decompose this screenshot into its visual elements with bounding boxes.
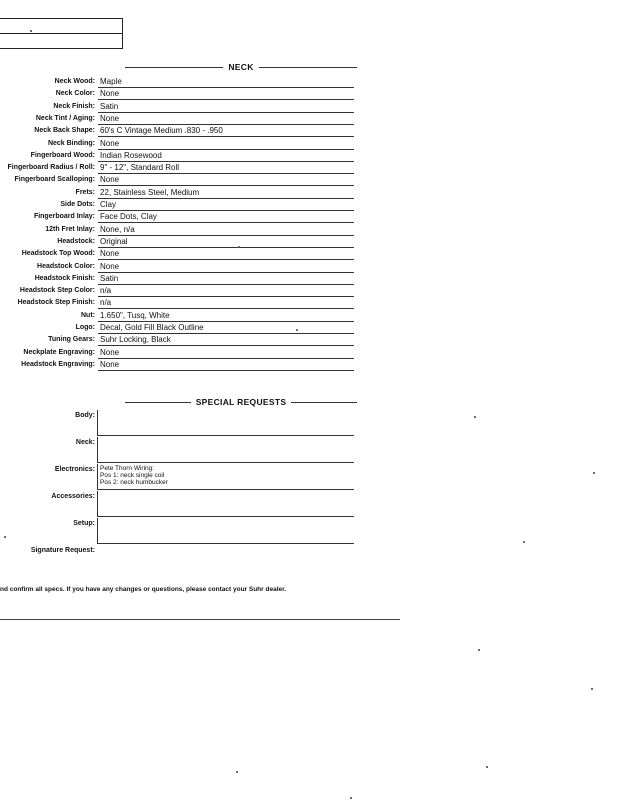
spec-label: Headstock Finish: <box>34 274 95 282</box>
spec-value: Decal, Gold Fill Black Outline <box>100 323 204 332</box>
spec-label: Tuning Gears: <box>48 336 95 344</box>
footnote: nd confirm all specs. If you have any changes or questions, please contact your Suhr dealer. <box>0 586 287 593</box>
spec-value: None <box>100 138 120 148</box>
request-entry-box <box>97 491 354 517</box>
neck-spec-row <box>0 323 360 335</box>
neck-spec-row <box>0 139 360 151</box>
request-text-line: Pete Thorn Wiring: <box>100 465 155 472</box>
spec-value: Satin <box>100 273 119 283</box>
scan-speck <box>523 541 525 543</box>
neck-spec-row <box>0 286 360 298</box>
spec-value: None <box>100 359 120 369</box>
spec-label: Headstock Color: <box>37 262 95 270</box>
request-text <box>100 465 168 486</box>
neck-spec-row <box>0 114 360 126</box>
spec-underline <box>98 210 354 211</box>
spec-value: n/a <box>100 298 112 308</box>
request-label: Electronics: <box>54 466 95 473</box>
spec-value: None <box>100 89 120 99</box>
scan-speck <box>593 472 595 474</box>
neck-spec-row <box>0 200 360 212</box>
neck-spec-row <box>0 348 360 360</box>
spec-value: n/a <box>100 286 112 296</box>
neck-spec-row <box>0 225 360 237</box>
spec-underline <box>98 198 354 199</box>
special-request-row <box>0 464 360 490</box>
scan-speck <box>478 649 480 651</box>
neck-spec-row <box>0 77 360 89</box>
spec-label: Neck Finish: <box>53 102 95 110</box>
spec-underline <box>98 87 354 88</box>
special-request-row <box>0 437 360 463</box>
spec-underline <box>98 124 354 125</box>
spec-label: Frets: <box>75 188 95 196</box>
spec-label: Headstock Step Color: <box>19 287 95 295</box>
spec-value: Satin <box>100 101 119 111</box>
spec-underline <box>98 161 354 162</box>
bottom-divider <box>0 619 400 620</box>
spec-label: Fingerboard Wood: <box>30 151 95 159</box>
spec-underline <box>98 136 354 137</box>
request-entry-box <box>97 437 354 463</box>
neck-spec-row <box>0 89 360 101</box>
spec-value: 9" - 12", Standard Roll <box>100 163 180 173</box>
neck-spec-row <box>0 237 360 249</box>
spec-value: Face Dots, Clay <box>100 212 157 222</box>
spec-value: None, n/a <box>100 224 135 234</box>
scan-speck <box>474 416 476 418</box>
neck-spec-row <box>0 274 360 286</box>
spec-value: 60's C Vintage Medium .830 - .950 <box>100 126 223 136</box>
spec-value: Indian Rosewood <box>100 150 162 160</box>
scan-speck <box>238 246 240 248</box>
special-request-row <box>0 491 360 517</box>
neck-section-title: NECK <box>228 62 254 72</box>
request-text-line: Pos 1: neck single coil <box>100 472 165 479</box>
spec-label: Headstock Top Wood: <box>21 250 95 258</box>
spec-label: Neck Color: <box>55 90 95 98</box>
spec-underline <box>98 358 354 359</box>
header-info-box <box>0 18 123 49</box>
request-entry-box <box>97 410 354 436</box>
scan-speck <box>350 797 352 799</box>
spec-underline <box>98 272 354 273</box>
spec-label: Headstock Step Finish: <box>17 299 95 307</box>
spec-underline <box>98 222 354 223</box>
neck-spec-row <box>0 360 360 372</box>
scan-speck <box>4 536 6 538</box>
spec-underline <box>98 259 354 260</box>
header-box-divider <box>0 33 122 34</box>
spec-underline <box>98 321 354 322</box>
neck-spec-row <box>0 212 360 224</box>
neck-spec-row <box>0 163 360 175</box>
spec-label: Neckplate Engraving: <box>23 348 95 356</box>
spec-value: None <box>100 347 120 357</box>
spec-underline <box>98 235 354 236</box>
spec-underline <box>98 99 354 100</box>
neck-spec-row <box>0 298 360 310</box>
neck-spec-row <box>0 311 360 323</box>
spec-value: Maple <box>100 77 122 86</box>
spec-label: Headstock: <box>57 237 95 245</box>
spec-underline <box>98 185 354 186</box>
neck-spec-row <box>0 151 360 163</box>
spec-underline <box>98 333 354 334</box>
request-label: Accessories: <box>51 493 95 500</box>
header-rule-left <box>125 67 223 68</box>
spec-underline <box>98 247 354 248</box>
neck-section-header <box>125 62 357 72</box>
spec-underline <box>98 284 354 285</box>
special-request-row <box>0 518 360 544</box>
spec-label: Fingerboard Inlay: <box>33 213 95 221</box>
spec-underline <box>98 149 354 150</box>
spec-value: Clay <box>100 200 117 209</box>
header-rule-left <box>125 402 191 403</box>
spec-label: Neck Wood: <box>54 78 95 85</box>
spec-label: Side Dots: <box>60 201 95 208</box>
scan-speck <box>30 30 32 32</box>
spec-label: Fingerboard Radius / Roll: <box>7 164 95 172</box>
special-requests-title: SPECIAL REQUESTS <box>195 397 287 407</box>
request-label: Body: <box>75 412 95 419</box>
special-request-row <box>0 545 360 557</box>
spec-label: Fingerboard Scalloping: <box>14 176 95 184</box>
spec-value: None <box>100 261 120 271</box>
spec-label: Neck Tint / Aging: <box>35 114 95 122</box>
spec-value: None <box>100 175 120 185</box>
neck-spec-row <box>0 175 360 187</box>
spec-underline <box>98 345 354 346</box>
scan-speck <box>296 329 298 331</box>
spec-label: Neck Back Shape: <box>34 127 95 135</box>
neck-spec-row <box>0 126 360 138</box>
scan-speck <box>236 771 238 773</box>
neck-spec-row <box>0 249 360 261</box>
spec-underline <box>98 112 354 113</box>
neck-spec-row <box>0 335 360 347</box>
spec-underline <box>98 308 354 309</box>
spec-underline <box>98 296 354 297</box>
spec-underline <box>98 370 354 371</box>
neck-spec-row <box>0 262 360 274</box>
spec-label: 12th Fret Inlay: <box>45 225 95 233</box>
neck-spec-row <box>0 188 360 200</box>
spec-label: Neck Binding: <box>47 139 95 147</box>
spec-label: Logo: <box>75 324 95 331</box>
scan-speck <box>591 688 593 690</box>
special-requests-header <box>125 397 357 407</box>
header-rule-right <box>291 402 357 403</box>
request-entry-box <box>97 518 354 544</box>
request-label: Signature Request: <box>30 547 95 554</box>
spec-label: Headstock Engraving: <box>21 360 95 368</box>
special-request-row <box>0 410 360 436</box>
spec-label: Nut: <box>81 311 95 319</box>
spec-value: Original <box>100 236 128 246</box>
spec-value: None <box>100 113 120 123</box>
header-rule-right <box>259 67 357 68</box>
spec-value: 1.650", Tusq, White <box>100 310 170 320</box>
spec-underline <box>98 173 354 174</box>
spec-value: None <box>100 249 120 259</box>
scan-speck <box>486 766 488 768</box>
request-label: Setup: <box>73 520 95 527</box>
request-label: Neck: <box>75 439 95 446</box>
neck-spec-row <box>0 102 360 114</box>
request-text-line: Pos 2: neck humbucker <box>100 479 168 486</box>
spec-value: 22, Stainless Steel, Medium <box>100 187 200 197</box>
spec-value: Suhr Locking, Black <box>100 335 171 345</box>
